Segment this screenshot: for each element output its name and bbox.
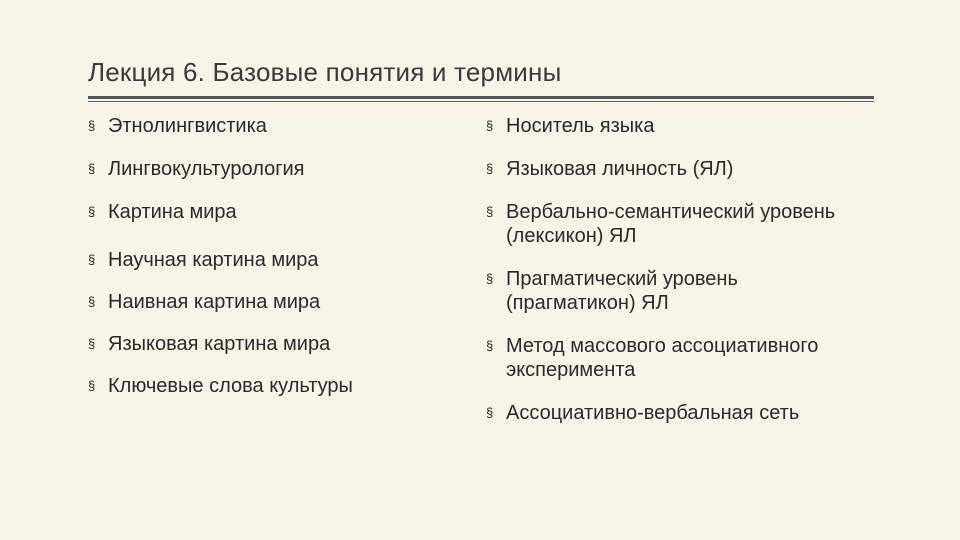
list-item: [88, 157, 458, 181]
bullet-icon: §: [486, 118, 494, 133]
bullet-icon: §: [486, 405, 494, 420]
list-item-text: Вербально-семантический уровень (лексикон) ЯЛ: [506, 201, 836, 247]
bullet-icon: §: [486, 338, 494, 353]
list-item: [486, 401, 926, 425]
bullet-icon: §: [486, 271, 494, 286]
list-item-text: Прагматический уровень (прагматикон) ЯЛ: [506, 268, 738, 314]
list-item-text: Научная картина мира: [108, 249, 319, 271]
list-item-text: Этнолингвистика: [108, 115, 267, 137]
bullet-icon: §: [88, 252, 96, 267]
bullet-icon: §: [486, 161, 494, 176]
list-item: [88, 374, 458, 398]
list-item-text: Метод массового ассоциативного эксперимента: [506, 335, 819, 381]
list-item: [88, 332, 458, 356]
title-divider-thin: [88, 101, 874, 102]
bullet-icon: §: [88, 378, 96, 393]
bullet-icon: §: [88, 336, 96, 351]
list-item: [486, 267, 846, 315]
bullet-icon: §: [88, 118, 96, 133]
bullet-icon: §: [486, 204, 494, 219]
bullet-icon: §: [88, 204, 96, 219]
list-item-text: Наивная картина мира: [108, 291, 321, 313]
list-item-text: Языковая картина мира: [108, 333, 331, 355]
list-item: [486, 157, 926, 181]
list-item-text: Языковая личность (ЯЛ): [506, 158, 734, 180]
list-item-text: Носитель языка: [506, 115, 655, 137]
list-item: [88, 248, 458, 272]
list-item: [486, 334, 946, 382]
list-item: [88, 114, 458, 138]
bullet-icon: §: [88, 161, 96, 176]
list-item-text: Ключевые слова культуры: [108, 375, 353, 397]
list-item: [486, 200, 856, 248]
list-item-text: Картина мира: [108, 201, 237, 223]
slide-title: Лекция 6. Базовые понятия и термины: [88, 57, 562, 87]
bullet-icon: §: [88, 294, 96, 309]
title-divider-thick: [88, 96, 874, 99]
left-term-list: [88, 114, 458, 398]
right-term-list: [486, 114, 926, 425]
list-item-text: Лингвокультурология: [108, 158, 305, 180]
list-item: [88, 290, 458, 314]
list-item: [486, 114, 926, 138]
list-item-text: Ассоциативно-вербальная сеть: [506, 402, 800, 424]
list-item: [88, 200, 458, 224]
